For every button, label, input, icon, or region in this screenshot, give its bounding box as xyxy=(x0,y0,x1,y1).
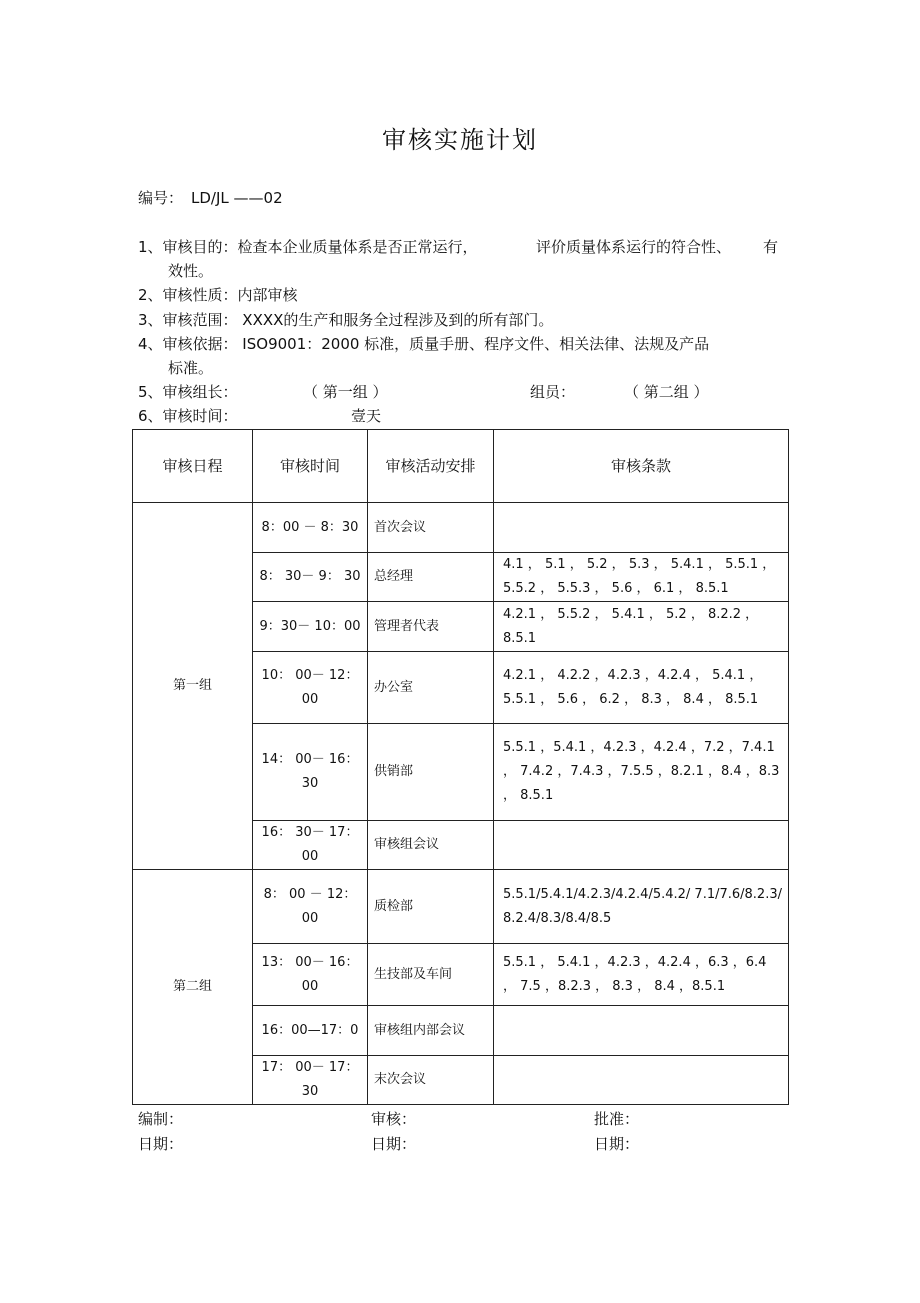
audit-schedule-table xyxy=(132,429,789,1105)
header-time: 审核时间 xyxy=(253,430,368,503)
doc-number-value: LD/JL ——02 xyxy=(191,189,283,207)
header-activity: 审核活动安排 xyxy=(368,430,494,503)
time-cell: 8：00 － 8：30 xyxy=(253,503,368,553)
activity-cell: 总经理 xyxy=(368,553,494,602)
clauses-cell: 5.5.1 ，5.4.1 ，4.2.3 ，4.2.4 ，7.2 ，7.4.1 ， 7.4.2 ，7.4.3 ，7.5.5 ，8.2.1 ，8.4 ，8.3 ， 8.5.1 xyxy=(494,724,789,821)
footer-review: 审核： xyxy=(371,1110,417,1128)
footer-approve: 批准： xyxy=(594,1110,640,1128)
time-cell: 16：00—17：0 xyxy=(253,1006,368,1056)
activity-cell: 管理者代表 xyxy=(368,602,494,652)
item-6-label: 6、审核时间： xyxy=(138,407,238,425)
time-cell: 8： 00 － 12：00 xyxy=(253,870,368,944)
time-cell: 14： 00－ 16：30 xyxy=(253,724,368,821)
time-cell: 17： 00－ 17：30 xyxy=(253,1056,368,1105)
item-5-label: 5、审核组长： xyxy=(138,383,238,401)
item-5-member: （ 第二组 ） xyxy=(624,383,709,401)
item-3: 3、审核范围： XXXX的生产和服务全过程涉及到的所有部门。 xyxy=(138,311,554,329)
activity-cell: 办公室 xyxy=(368,652,494,724)
activity-cell: 审核组内部会议 xyxy=(368,1006,494,1056)
clauses-cell xyxy=(494,1056,789,1105)
clauses-cell: 4.1 ， 5.1 ， 5.2 ， 5.3 ， 5.4.1 ， 5.5.1 ， 5.5.2 ， 5.5.3 ， 5.6 ， 6.1 ， 8.5.1 xyxy=(494,553,789,602)
activity-cell: 供销部 xyxy=(368,724,494,821)
time-cell: 16： 30－ 17：00 xyxy=(253,821,368,870)
doc-number-label: 编号： xyxy=(138,189,184,207)
time-cell: 9：30－ 10：00 xyxy=(253,602,368,652)
doc-number xyxy=(138,187,283,208)
footer-date-2: 日期： xyxy=(371,1135,417,1153)
page-title: 审核实施计划 xyxy=(382,126,538,154)
header-clauses: 审核条款 xyxy=(494,430,789,503)
clauses-cell xyxy=(494,503,789,553)
group-1-cell: 第一组 xyxy=(133,503,253,870)
time-cell: 10： 00－ 12：00 xyxy=(253,652,368,724)
item-2: 2、审核性质：内部审核 xyxy=(138,286,298,304)
activity-cell: 末次会议 xyxy=(368,1056,494,1105)
footer-date-3: 日期： xyxy=(594,1135,640,1153)
item-1-cont: 评价质量体系运行的符合性、 xyxy=(536,238,732,256)
item-5-leader: （ 第一组 ） xyxy=(303,383,388,401)
item-1-end: 有 xyxy=(763,238,779,256)
clauses-cell: 5.5.1/5.4.1/4.2.3/4.2.4/5.4.2/ 7.1/7.6/8.2.3/ 8.2.4/8.3/8.4/8.5 xyxy=(494,870,789,944)
item-6-value: 壹天 xyxy=(351,407,382,425)
item-4: 4、审核依据： ISO9001：2000 标准，质量手册、程序文件、相关法律、法规及产品 xyxy=(138,335,710,353)
activity-cell: 质检部 xyxy=(368,870,494,944)
table-row xyxy=(133,503,789,553)
header-schedule: 审核日程 xyxy=(133,430,253,503)
clauses-cell: 5.5.1 ， 5.4.1 ，4.2.3 ，4.2.4 ，6.3 ，6.4 ， 7.5 ，8.2.3 ， 8.3 ， 8.4 ，8.5.1 xyxy=(494,944,789,1006)
item-5-member-label: 组员： xyxy=(530,383,576,401)
activity-cell: 审核组会议 xyxy=(368,821,494,870)
footer-date-1: 日期： xyxy=(138,1135,184,1153)
activity-cell: 生技部及车间 xyxy=(368,944,494,1006)
clauses-cell xyxy=(494,821,789,870)
clauses-cell: 4.2.1 ， 4.2.2 ，4.2.3 ，4.2.4 ， 5.4.1 ， 5.5.1 ， 5.6 ， 6.2 ， 8.3 ， 8.4 ， 8.5.1 xyxy=(494,652,789,724)
time-cell: 8： 30－ 9： 30 xyxy=(253,553,368,602)
clauses-cell xyxy=(494,1006,789,1056)
time-cell: 13： 00－ 16：00 xyxy=(253,944,368,1006)
footer-compile: 编制： xyxy=(138,1110,184,1128)
item-1 xyxy=(138,236,478,257)
item-4-line2: 标准。 xyxy=(168,359,214,377)
clauses-cell: 4.2.1 ， 5.5.2 ， 5.4.1 ， 5.2 ， 8.2.2 ， 8.5.1 xyxy=(494,602,789,652)
item-1-text: 1、审核目的：检查本企业质量体系是否正常运行， xyxy=(138,238,478,256)
table-row xyxy=(133,870,789,944)
item-1-line2: 效性。 xyxy=(168,262,214,280)
group-2-cell: 第二组 xyxy=(133,870,253,1105)
table-header-row xyxy=(133,430,789,503)
activity-cell: 首次会议 xyxy=(368,503,494,553)
